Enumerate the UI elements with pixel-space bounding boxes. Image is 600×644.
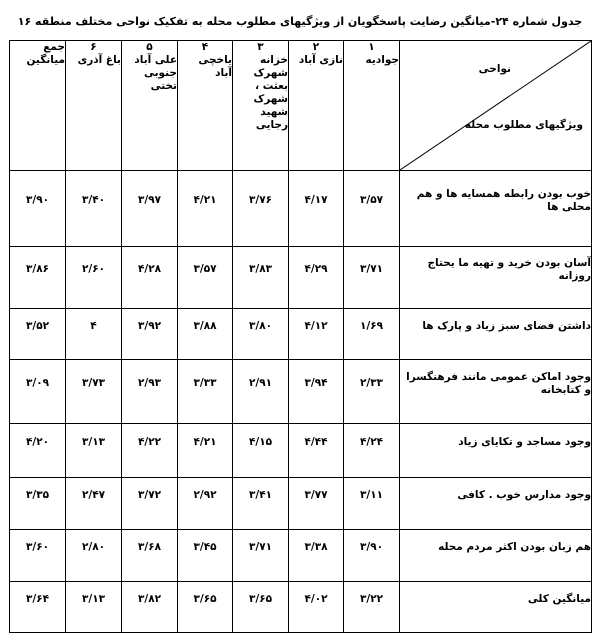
- row-label: وجود اماکن عمومی مانند فرهنگسرا و کتابخانه: [400, 360, 592, 424]
- table-cell: ۲/۴۷: [66, 478, 122, 530]
- corner-top-label: نواحی: [478, 63, 511, 75]
- table-cell: ۳/۱۳: [66, 424, 122, 478]
- table-cell: ۲/۶۰: [66, 247, 122, 309]
- table-cell: ۳/۸۸: [178, 309, 233, 360]
- table-cell: ۴/۱۷: [289, 171, 344, 247]
- column-name: جوادیه: [365, 54, 399, 66]
- column-header-5: [122, 41, 178, 171]
- row-label: آسان بودن خرید و تهیه ما یحتاج روزانه: [400, 247, 592, 309]
- table-cell: ۳/۶۵: [178, 582, 233, 633]
- satisfaction-table: [9, 40, 592, 633]
- table-cell: ۳/۳۵: [10, 478, 66, 530]
- table-cell: ۳/۹۰: [10, 171, 66, 247]
- table-cell: ۲/۳۳: [344, 360, 400, 424]
- table-cell: ۳/۶۵: [233, 582, 289, 633]
- table-cell: ۳/۷۷: [289, 478, 344, 530]
- table-cell: ۴/۲۱: [178, 171, 233, 247]
- column-number: ۶: [90, 41, 97, 53]
- table-cell: ۳/۸۶: [10, 247, 66, 309]
- row-label: داشتن فضای سبز زیاد و پارک ها: [400, 309, 592, 360]
- row-label: خوب بودن رابطه همسایه ها و هم محلی ها: [400, 171, 592, 247]
- table-cell: ۳/۵۷: [344, 171, 400, 247]
- table-row: [10, 171, 592, 247]
- table-cell: ۳/۶۴: [10, 582, 66, 633]
- column-header-2: [289, 41, 344, 171]
- table-cell: ۳/۹۷: [122, 171, 178, 247]
- column-number: ۱: [368, 41, 375, 53]
- column-number: ۴: [201, 41, 209, 53]
- table-row: [10, 424, 592, 478]
- column-header-total: [10, 41, 66, 171]
- corner-header-cell: [400, 41, 592, 171]
- table-cell: ۳/۳۸: [289, 530, 344, 582]
- table-cell: ۴/۲۲: [122, 424, 178, 478]
- table-cell: ۳/۱۳: [66, 582, 122, 633]
- table-cell: ۳/۷۳: [66, 360, 122, 424]
- table-cell: ۳/۴۱: [233, 478, 289, 530]
- table-cell: ۳/۶۰: [10, 530, 66, 582]
- column-name: باغ آذری: [77, 54, 121, 66]
- column-name: علی آباد جنوبی تختی: [134, 54, 177, 92]
- table-cell: ۴/۲۹: [289, 247, 344, 309]
- table-cell: ۴/۲۸: [122, 247, 178, 309]
- table-cell: ۳/۸۰: [233, 309, 289, 360]
- column-number: ۳: [257, 41, 264, 53]
- table-cell: ۳/۷۲: [122, 478, 178, 530]
- table-cell: ۲/۸۰: [66, 530, 122, 582]
- row-label: هم زبان بودن اکثر مردم محله: [400, 530, 592, 582]
- table-row: [10, 247, 592, 309]
- table-cell: ۴/۴۴: [289, 424, 344, 478]
- table-cell: ۱/۶۹: [344, 309, 400, 360]
- table-cell: ۳/۷۶: [233, 171, 289, 247]
- table-row: [10, 582, 592, 633]
- table-cell: ۳/۵۷: [178, 247, 233, 309]
- table-cell: ۴/۱۵: [233, 424, 289, 478]
- row-label: میانگین کلی: [400, 582, 592, 633]
- column-header-3: [233, 41, 289, 171]
- column-name: جمع میانگین: [26, 41, 65, 66]
- table-cell: ۳/۳۳: [178, 360, 233, 424]
- table-cell: ۴/۱۲: [289, 309, 344, 360]
- row-label: وجود مدارس خوب . کافی: [400, 478, 592, 530]
- column-name: نازی آباد: [298, 54, 343, 66]
- header-row: [10, 41, 592, 171]
- corner-bottom-label: ویژگیهای مطلوب محله: [464, 119, 583, 131]
- table-cell: ۲/۹۱: [233, 360, 289, 424]
- table-cell: ۳/۷۱: [344, 247, 400, 309]
- table-cell: ۳/۴۵: [178, 530, 233, 582]
- table-cell: ۴/۲۴: [344, 424, 400, 478]
- table-cell: ۴/۰۲: [289, 582, 344, 633]
- table-row: [10, 530, 592, 582]
- table-cell: ۳/۸۲: [122, 582, 178, 633]
- table-cell: ۲/۹۳: [122, 360, 178, 424]
- table-cell: ۲/۹۲: [178, 478, 233, 530]
- row-label: وجود مساجد و تکایای زیاد: [400, 424, 592, 478]
- table-row: [10, 309, 592, 360]
- table-cell: ۳/۶۸: [122, 530, 178, 582]
- table-cell: ۳/۵۲: [10, 309, 66, 360]
- table-cell: ۳/۲۲: [344, 582, 400, 633]
- diagonal-divider: [400, 41, 591, 170]
- table-cell: ۳/۸۳: [233, 247, 289, 309]
- table-cell: ۳/۴۰: [66, 171, 122, 247]
- column-number: ۵: [146, 41, 153, 53]
- table-cell: ۴/۲۱: [178, 424, 233, 478]
- table-cell: ۳/۹۴: [289, 360, 344, 424]
- table-cell: ۳/۷۱: [233, 530, 289, 582]
- column-name: خزانه شهرک بعثت ، شهرک شهید رجایی: [253, 54, 288, 131]
- table-cell: ۳/۰۹: [10, 360, 66, 424]
- table-title: جدول شماره ۲۴-میانگین رضایت پاسخگویان از ویژگیهای مطلوب محله به تفکیک نواحی مختلف منطقه ۱۶: [17, 15, 583, 28]
- column-header-6: [66, 41, 122, 171]
- table-row: [10, 478, 592, 530]
- table-cell: ۴/۲۰: [10, 424, 66, 478]
- column-number: ۲: [312, 41, 320, 53]
- table-row: [10, 360, 592, 424]
- table-cell: ۴: [66, 309, 122, 360]
- column-name: یاخچی آباد: [198, 54, 232, 79]
- table-cell: ۳/۹۰: [344, 530, 400, 582]
- table-cell: ۳/۹۲: [122, 309, 178, 360]
- column-header-4: [178, 41, 233, 171]
- column-header-1: [344, 41, 400, 171]
- table-cell: ۳/۱۱: [344, 478, 400, 530]
